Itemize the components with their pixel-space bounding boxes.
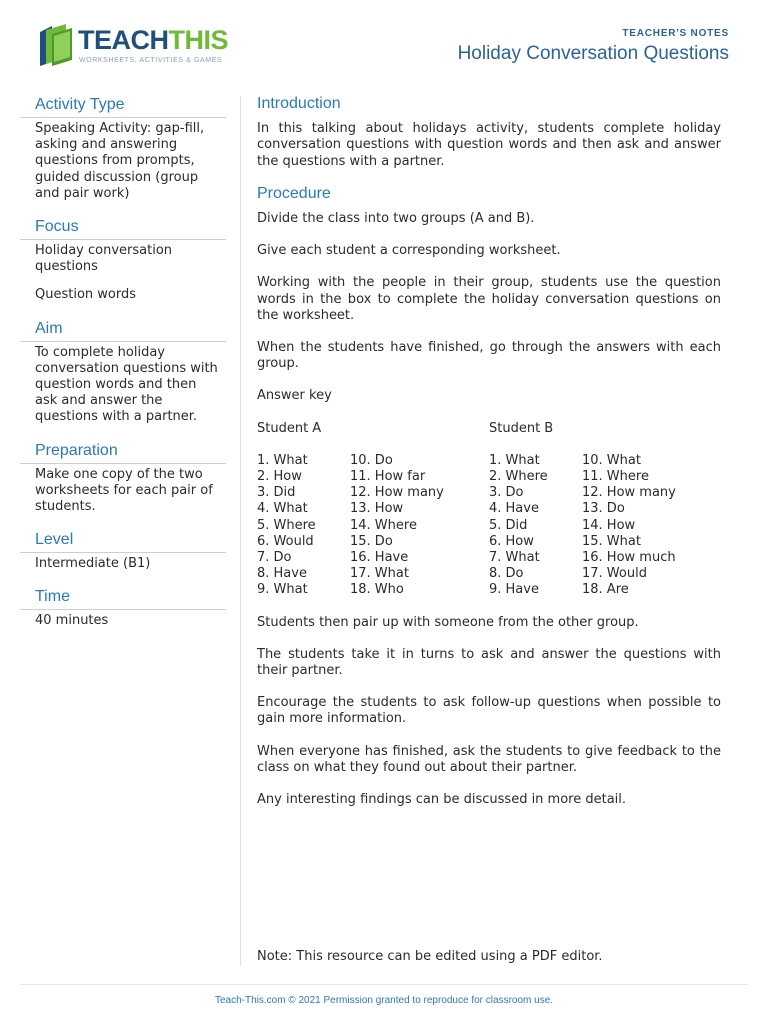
preparation-section — [20, 438, 226, 516]
answer-item: 4. Have — [489, 501, 539, 517]
answer-item: 12. How many — [582, 485, 676, 501]
student-b-col-2 — [582, 453, 675, 599]
level-heading: Level — [20, 527, 226, 553]
editor-note: Note: This resource can be edited using a PDF editor. — [257, 949, 603, 964]
focus-item: Holiday conversation questions — [35, 243, 173, 275]
activity-type-heading: Activity Type — [20, 92, 226, 118]
footer-divider — [20, 984, 748, 985]
answer-item: 2. How — [257, 469, 302, 485]
book-logo-icon — [36, 24, 74, 66]
student-b-label: Student B — [489, 420, 554, 436]
footer-copyright: Teach-This.com © 2021 Permission granted to reproduce for classroom use. — [214, 995, 554, 1006]
introduction-text: In this talking about holidays activity, students complete holiday conversation questions with question words and then ask and answer the questions with a partner. — [257, 121, 721, 169]
answer-item: 9. Have — [489, 582, 539, 598]
answer-item: 1. What — [257, 452, 308, 468]
answer-item: 7. Do — [257, 550, 292, 566]
answer-item: 6. Would — [257, 533, 314, 549]
answer-item: 16. How much — [582, 550, 676, 566]
answer-item: 15. What — [582, 533, 641, 549]
activity-type-text: Speaking Activity: gap-fill, asking and answering questions from prompts, guided discussion (group and pair work) — [35, 121, 205, 201]
focus-section — [20, 214, 226, 304]
procedure-step: Any interesting findings can be discussed in more detail. — [257, 792, 627, 808]
answer-item: 10. Do — [350, 452, 393, 468]
procedure-step: Encourage the students to ask follow-up questions when possible to gain more information. — [257, 695, 721, 727]
answer-item: 13. How — [350, 501, 404, 517]
answer-item: 1. What — [489, 452, 540, 468]
student-a-col-1 — [257, 453, 350, 599]
answer-item: 12. How many — [350, 485, 444, 501]
student-a-label: Student A — [257, 420, 322, 436]
student-a-col-2 — [350, 453, 443, 599]
main-content — [257, 92, 721, 824]
logo-wordmark: TEACHTHIS — [78, 25, 229, 55]
answer-item: 16. Have — [350, 550, 409, 566]
answer-item: 11. How far — [350, 469, 426, 485]
answer-item: 8. Do — [489, 566, 524, 582]
answer-item: 15. Do — [350, 533, 393, 549]
aim-text: To complete holiday conversation questions with question words and then ask and answer the questions with a partner. — [35, 344, 218, 425]
time-heading: Time — [20, 584, 226, 610]
procedure-step: Students then pair up with someone from the other group. — [257, 614, 639, 630]
introduction-heading: Introduction — [257, 95, 341, 112]
answer-item: 18. Are — [582, 582, 629, 598]
answer-item: 3. Did — [257, 485, 296, 501]
procedure-step: The students take it in turns to ask and answer the questions with their partner. — [257, 646, 721, 679]
level-text: Intermediate (B1) — [35, 556, 151, 572]
procedure-step: When the students have finished, go through the answers with each group. — [257, 340, 721, 372]
answer-item: 14. Where — [350, 517, 417, 533]
activity-type-section — [20, 92, 226, 202]
answer-item: 7. What — [489, 550, 540, 566]
procedure-step: When everyone has finished, ask the students to give feedback to the class on what they found out about their partner. — [257, 743, 721, 775]
answer-item: 4. What — [257, 501, 308, 517]
aim-section — [20, 316, 226, 426]
preparation-heading: Preparation — [20, 438, 226, 464]
time-text: 40 minutes — [35, 613, 109, 629]
procedure-heading: Procedure — [257, 184, 331, 202]
teach-this-logo — [36, 22, 236, 70]
answer-item: 6. How — [489, 533, 534, 549]
focus-item: Question words — [35, 287, 137, 303]
answer-item: 17. Would — [582, 566, 647, 582]
answer-key — [257, 421, 721, 599]
level-section — [20, 527, 226, 572]
student-b-answers — [489, 421, 721, 599]
focus-heading: Focus — [20, 214, 226, 240]
page-title: Holiday Conversation Questions — [457, 43, 729, 64]
answer-item: 5. Where — [257, 517, 316, 533]
teachers-notes-label: TEACHER'S NOTES — [622, 28, 729, 39]
procedure-step: Divide the class into two groups (A and B). — [257, 211, 535, 227]
aim-heading: Aim — [20, 316, 226, 342]
time-section — [20, 584, 226, 629]
answer-item: 11. Where — [582, 469, 649, 485]
answer-item: 8. Have — [257, 566, 307, 582]
sidebar — [20, 92, 226, 642]
answer-key-label: Answer key — [257, 388, 332, 404]
procedure-step: Working with the people in their group, students use the question words in the box to complete the holiday conversation questions on the worksheet. — [257, 275, 721, 323]
answer-item: 3. Do — [489, 485, 524, 501]
student-a-answers — [257, 421, 489, 599]
student-b-col-1 — [489, 453, 582, 599]
column-divider — [240, 96, 241, 966]
answer-item: 14. How — [582, 517, 636, 533]
answer-item: 9. What — [257, 582, 308, 598]
answer-item: 13. Do — [582, 501, 625, 517]
logo-tagline: WORKSHEETS, ACTIVITIES & GAMES — [79, 57, 223, 64]
answer-item: 18. Who — [350, 582, 404, 598]
answer-item: 17. What — [350, 566, 409, 582]
answer-item: 5. Did — [489, 517, 528, 533]
answer-item: 10. What — [582, 452, 641, 468]
procedure-step: Give each student a corresponding worksheet. — [257, 243, 561, 259]
preparation-text: Make one copy of the two worksheets for each pair of students. — [35, 466, 213, 515]
answer-item: 2. Where — [489, 469, 548, 485]
